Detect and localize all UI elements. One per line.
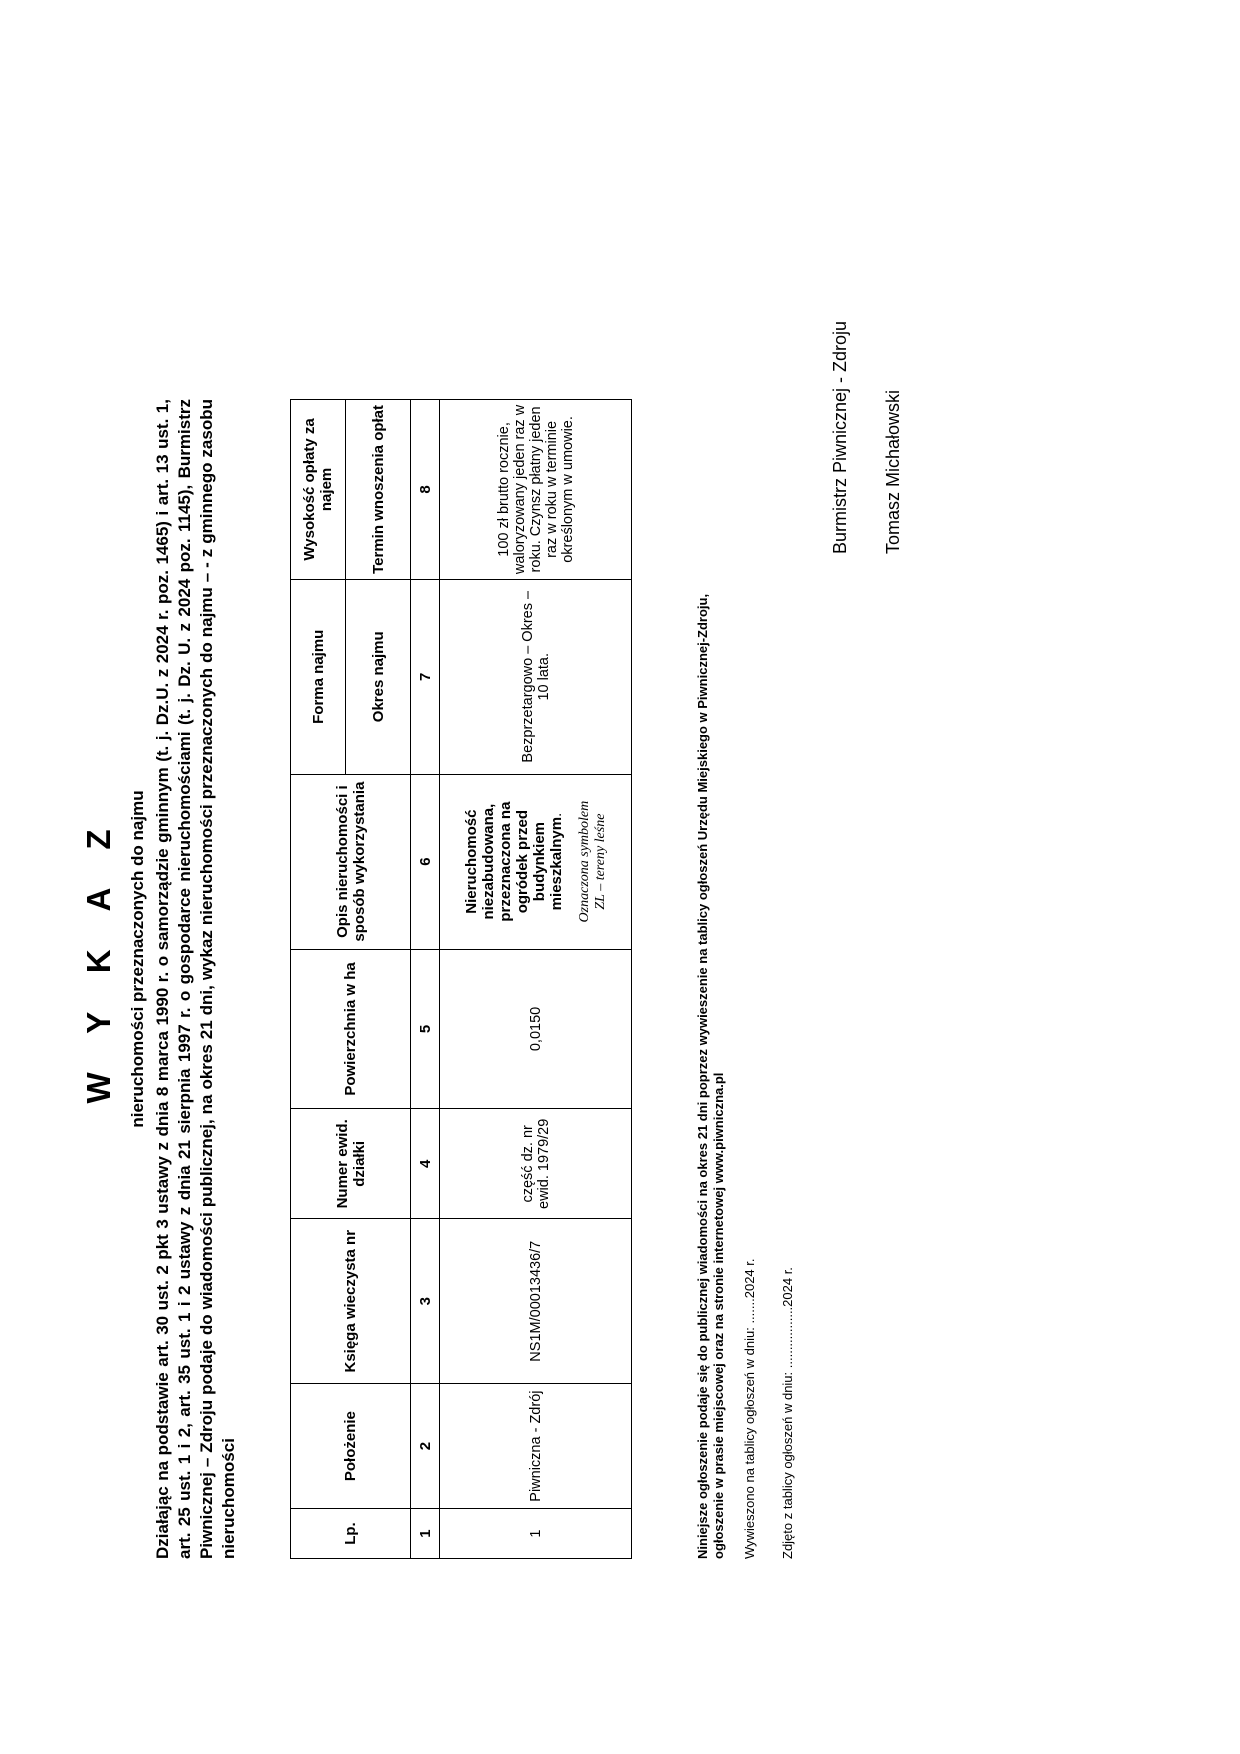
header-powierzchnia: Powierzchnia w ha — [291, 949, 411, 1109]
cell-polozenie: Piwniczna - Zdrój — [440, 1384, 632, 1509]
header-polozenie: Położenie — [291, 1384, 411, 1509]
page-subtitle: nieruchomości przeznaczonych do najmu — [128, 790, 147, 1128]
header-forma: Forma najmu — [291, 579, 346, 774]
removed-date-line: Zdjęto z tablicy ogłoszeń w dniu: .................2024 r. — [780, 1267, 795, 1559]
opis-bold: Nieruchomość niezabudowana, przeznaczona na ogródek przed budynkiem mieszkalnym — [462, 801, 565, 922]
header-wysokosc: Wysokość opłaty za najem — [291, 400, 346, 580]
notice-line2: ogłoszenie w prasie miejscowej oraz na stronie internetowej www.piwniczna.pl — [711, 1072, 726, 1559]
cell-powierzchnia: 0,0150 — [440, 949, 632, 1109]
column-number: 3 — [411, 1219, 440, 1384]
column-number: 4 — [411, 1109, 440, 1219]
column-number-row — [411, 400, 440, 1559]
opis-tail: . — [548, 812, 565, 817]
column-number: 1 — [411, 1509, 440, 1559]
notice-text — [695, 399, 727, 1559]
cell-numer: część dz. nr ewid. 1979/29 — [440, 1109, 632, 1219]
column-number: 5 — [411, 949, 440, 1109]
header-opis: Opis nieruchomości i sposób wykorzystania — [291, 774, 411, 949]
header-numer: Numer ewid. działki — [291, 1109, 411, 1219]
cell-oplata: 100 zł brutto rocznie, waloryzowany jeden raz w roku. Czynsz płatny jeden raz w roku w terminie określonym w umowie. — [440, 400, 632, 580]
column-number: 8 — [411, 400, 440, 580]
header-termin: Termin wnoszenia opłat — [346, 400, 411, 580]
cell-forma: Bezprzetargowo – Okres – 10 lata. — [440, 579, 632, 774]
property-table — [290, 399, 632, 1559]
header-lp: Lp. — [291, 1509, 411, 1559]
column-number: 7 — [411, 579, 440, 774]
header-ksiega: Księga wieczysta nr — [291, 1219, 411, 1384]
signature-title: Burmistrz Piwnicznej - Zdroju — [830, 320, 850, 554]
intro-paragraph: Działając na podstawie art. 30 ust. 2 pkt 3 ustawy z dnia 8 marca 1990 r. o samorządzie gminnym (t. j. Dz.U. z 2024 r. poz. 1465) i art. 13 ust. 1, art. 25 ust. 1 i 2, art. 35 ust. 1 i 2 ustawy z dnia 21 sierpnia 1997 r. o gospodarce nieruchomościami (t. j. Dz. U. z 2024 poz. 1145), Burmistrz Piwnicznej – Zdroju podaje do wiadomości publicznej, na okres 21 dni, wykaz nieruchomości przeznaczonych do najmu – - z gminnego zasobu nieruchomości — [153, 399, 238, 1559]
notice-line1: Niniejsze ogłoszenie podaje się do publicznej wiadomości na okres 21 dni poprzez wywieszenie na tablicy ogłoszeń Urzędu Miejskiego w Piwnicznej-Zdroju, — [695, 593, 710, 1559]
column-number: 2 — [411, 1384, 440, 1509]
page-title: W Y K A Z — [80, 814, 117, 1104]
signature-name: Tomasz Michałowski — [883, 389, 903, 554]
opis-note-line2: ZL – tereny leśne — [592, 813, 608, 910]
posted-date-line: Wywieszono na tablicy ogłoszeń w dniu: .......2024 r. — [742, 1258, 757, 1559]
column-number: 6 — [411, 774, 440, 949]
cell-lp: 1 — [440, 1509, 632, 1559]
opis-note — [577, 779, 609, 945]
header-okres: Okres najmu — [346, 579, 411, 774]
document-page — [0, 164, 1100, 1754]
opis-text — [463, 779, 565, 945]
opis-note-line1: Oznaczona symbolem — [576, 800, 592, 923]
cell-opis — [440, 774, 632, 949]
cell-ksiega: NS1M/00013436/7 — [440, 1219, 632, 1384]
table-row — [440, 400, 632, 1559]
